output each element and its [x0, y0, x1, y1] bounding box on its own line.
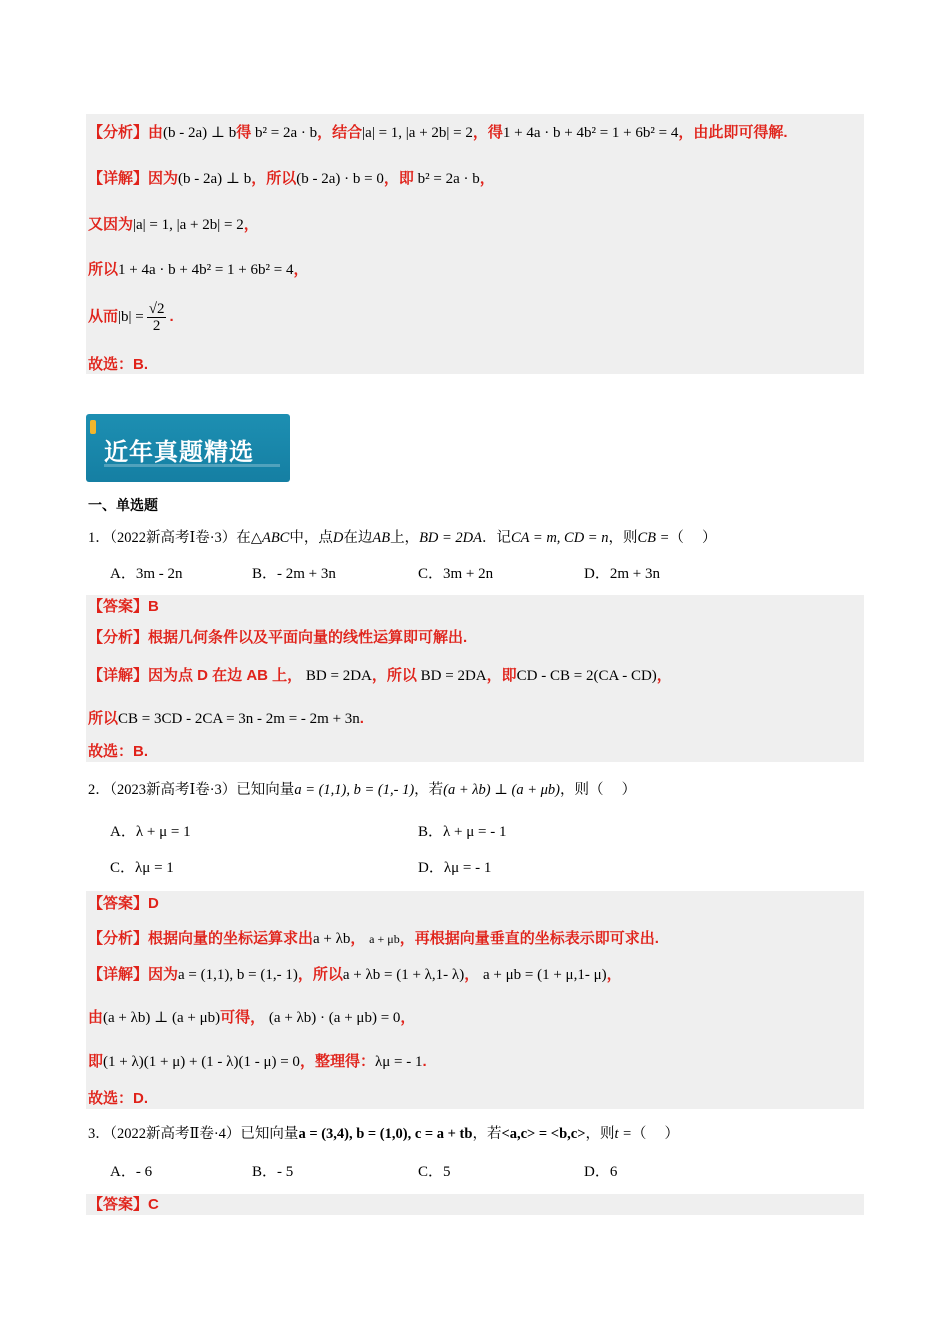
prev-analysis-line: 【分析】由(b - 2a) ⊥ b得 b² = 2a · b，结合|a| = 1, |a + 2b| = 2，得1 + 4a · b + 4b² = 1 + 6b² = 4，由此即可得解.: [88, 124, 788, 141]
q2-option-d[interactable]: D．λμ = - 1: [418, 860, 492, 876]
q2-solution-box: [86, 891, 864, 1109]
prev-detail-line-1: 【详解】因为(b - 2a) ⊥ b，所以(b - 2a) · b = 0，即 b² = 2a · b，: [88, 170, 495, 187]
q2-answer: 【答案】D: [88, 895, 159, 912]
q2-detail-line-3: 即(1 + λ)(1 + μ) + (1 - λ)(1 - μ) = 0，整理得：λμ = - 1.: [88, 1053, 427, 1070]
banner-title: 近年真题精选: [104, 438, 254, 466]
q3-option-c[interactable]: C．5: [418, 1164, 451, 1180]
prev-detail-line-4: 从而|b| = $\frac{√2}{2}$ .: [88, 301, 174, 335]
q1-option-d[interactable]: D．2m + 3n: [584, 566, 660, 582]
q2-detail-line-1: 【详解】因为a = (1,1), b = (1,- 1)，所以a + λb = (1 + λ,1- λ)， a + μb = (1 + μ,1- μ)，: [88, 966, 622, 983]
q3-option-a[interactable]: A．- 6: [110, 1164, 153, 1180]
prev-choose-line: 故选：B.: [88, 356, 149, 373]
q2-choose: 故选：D.: [88, 1090, 149, 1107]
q3-stem: 3．（2022新高考Ⅱ卷·4）已知向量a = (3,4), b = (1,0), c = a + tb，若<a,c> = <b,c>，则t =（ ）: [88, 1126, 680, 1142]
q3-answer: 【答案】C: [88, 1196, 159, 1213]
section-heading: 一、单选题: [88, 497, 158, 513]
q2-option-c[interactable]: C．λμ = 1: [110, 860, 174, 876]
q3-option-d[interactable]: D．6: [584, 1164, 618, 1180]
prev-solution-box: [86, 114, 864, 374]
q2-option-b[interactable]: B．λ + μ = - 1: [418, 824, 507, 840]
sqrt2-over-2-fraction: $\frac{√2}{2}$: [148, 301, 165, 335]
q1-option-b[interactable]: B．- 2m + 3n: [252, 566, 336, 582]
q1-detail-line-1: 【详解】因为点 D 在边 AB 上， BD = 2DA，所以 BD = 2DA，即CD - CB = 2(CA - CD)，: [88, 667, 672, 684]
banner-underline: [104, 464, 280, 467]
q1-choose: 故选：B.: [88, 743, 149, 760]
q1-stem: 1．（2022新高考Ⅰ卷·3）在△ABC中，点D在边AB上，BD = 2DA．记CA = m, CD = n，则CB =（ ）: [88, 530, 717, 546]
section-banner: [86, 414, 290, 482]
q3-option-b[interactable]: B．- 5: [252, 1164, 294, 1180]
q1-option-a[interactable]: A．3m - 2n: [110, 566, 183, 582]
q2-option-a[interactable]: A．λ + μ = 1: [110, 824, 191, 840]
q1-option-c[interactable]: C．3m + 2n: [418, 566, 494, 582]
prev-detail-line-3: 所以1 + 4a · b + 4b² = 1 + 6b² = 4，: [88, 261, 309, 278]
q2-stem: 2．（2023新高考Ⅰ卷·3）已知向量a = (1,1), b = (1,- 1)，若(a + λb) ⊥ (a + μb)，则（ ）: [88, 782, 637, 798]
q2-detail-line-2: 由(a + λb) ⊥ (a + μb)可得， (a + λb) · (a + μb) = 0，: [88, 1009, 416, 1026]
prev-detail-line-2: 又因为|a| = 1, |a + 2b| = 2，: [88, 216, 259, 233]
q2-analysis: 【分析】根据向量的坐标运算求出a + λb， a + μb，再根据向量垂直的坐标表示即可求出.: [88, 930, 659, 947]
q1-analysis: 【分析】根据几何条件以及平面向量的线性运算即可解出.: [88, 629, 468, 646]
q1-detail-line-2: 所以CB = 3CD - 2CA = 3n - 2m = - 2m + 3n.: [88, 710, 364, 727]
banner-tab-accent: [90, 420, 96, 434]
q1-answer: 【答案】B: [88, 598, 159, 615]
q3-solution-box: [86, 1194, 864, 1215]
